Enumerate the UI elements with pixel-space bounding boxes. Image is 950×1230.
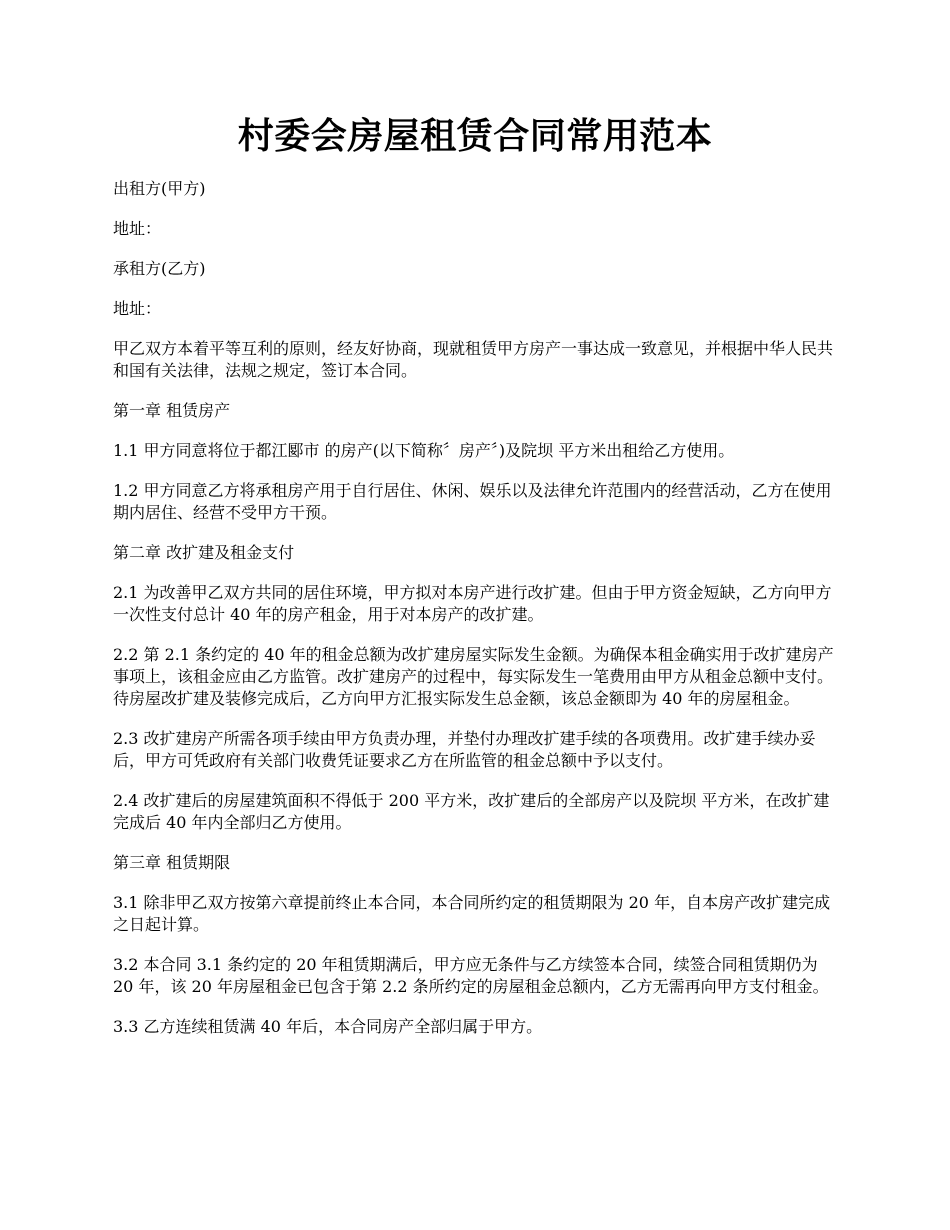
clause-2-1: 2.1 为改善甲乙双方共同的居住环境，甲方拟对本房产进行改扩建。但由于甲方资金短缺，乙方向甲方一次性支付总计 40 年的房产租金，用于对本房产的改扩建。 xyxy=(113,583,832,624)
party-a-label: 出租方(甲方) xyxy=(113,179,206,198)
document-title: 村委会房屋租赁合同常用范本 xyxy=(237,115,713,157)
clause-3-1: 3.1 除非甲乙双方按第六章提前终止本合同，本合同所约定的租赁期限为 20 年，自本房产改扩建完成之日起计算。 xyxy=(113,893,831,934)
chapter-2-heading: 第二章 改扩建及租金支付 xyxy=(113,543,295,562)
clause-3-3: 3.3 乙方连续租赁满 40 年后，本合同房产全部归属于甲方。 xyxy=(113,1017,543,1036)
clause-2-2: 2.2 第 2.1 条约定的 40 年的租金总额为改扩建房屋实际发生金额。为确保本租金确实用于改扩建房产事项上，该租金应由乙方监管。改扩建房产的过程中，每实际发生一笔费用由甲方从租金总额中支付。待房屋改扩建及装修完成后，乙方向甲方汇报实际发生总金额，该总金额即为 40 年的房屋租金。 xyxy=(113,645,834,708)
party-b-label: 承租方(乙方) xyxy=(113,259,206,278)
clause-3-2: 3.2 本合同 3.1 条约定的 20 年租赁期满后，甲方应无条件与乙方续签本合同，续签合同租赁期仍为 20 年，该 20 年房屋租金已包含于第 2.2 条所约定的房屋租金总额内，乙方无需再向甲方支付租金。 xyxy=(113,955,829,996)
clause-1-1: 1.1 甲方同意将位于都江郾市 的房产(以下简称〞房产〞)及院坝 平方米出租给乙方使用。 xyxy=(113,441,735,460)
preamble-paragraph: 甲乙双方本着平等互利的原则，经友好协商，现就租赁甲方房产一事达成一致意见，并根据中华人民共和国有关法律，法规之规定，签订本合同。 xyxy=(113,339,834,380)
document-body xyxy=(113,178,843,1056)
chapter-3-heading: 第三章 租赁期限 xyxy=(113,853,231,872)
party-a-address: 地址： xyxy=(113,219,162,238)
clause-2-4: 2.4 改扩建后的房屋建筑面积不得低于 200 平方米，改扩建后的全部房产以及院坝 平方米，在改扩建完成后 40 年内全部归乙方使用。 xyxy=(113,791,830,832)
clause-2-3: 2.3 改扩建房产所需各项手续由甲方负责办理，并垫付办理改扩建手续的各项费用。改扩建手续办妥后，甲方可凭政府有关部门收费凭证要求乙方在所监管的租金总额中予以支付。 xyxy=(113,729,816,770)
party-b-address: 地址： xyxy=(113,299,162,318)
chapter-1-heading: 第一章 租赁房产 xyxy=(113,401,231,420)
clause-1-2: 1.2 甲方同意乙方将承租房产用于自行居住、休闲、娱乐以及法律允许范围内的经营活动，乙方在使用期内居住、经营不受甲方干预。 xyxy=(113,481,832,522)
